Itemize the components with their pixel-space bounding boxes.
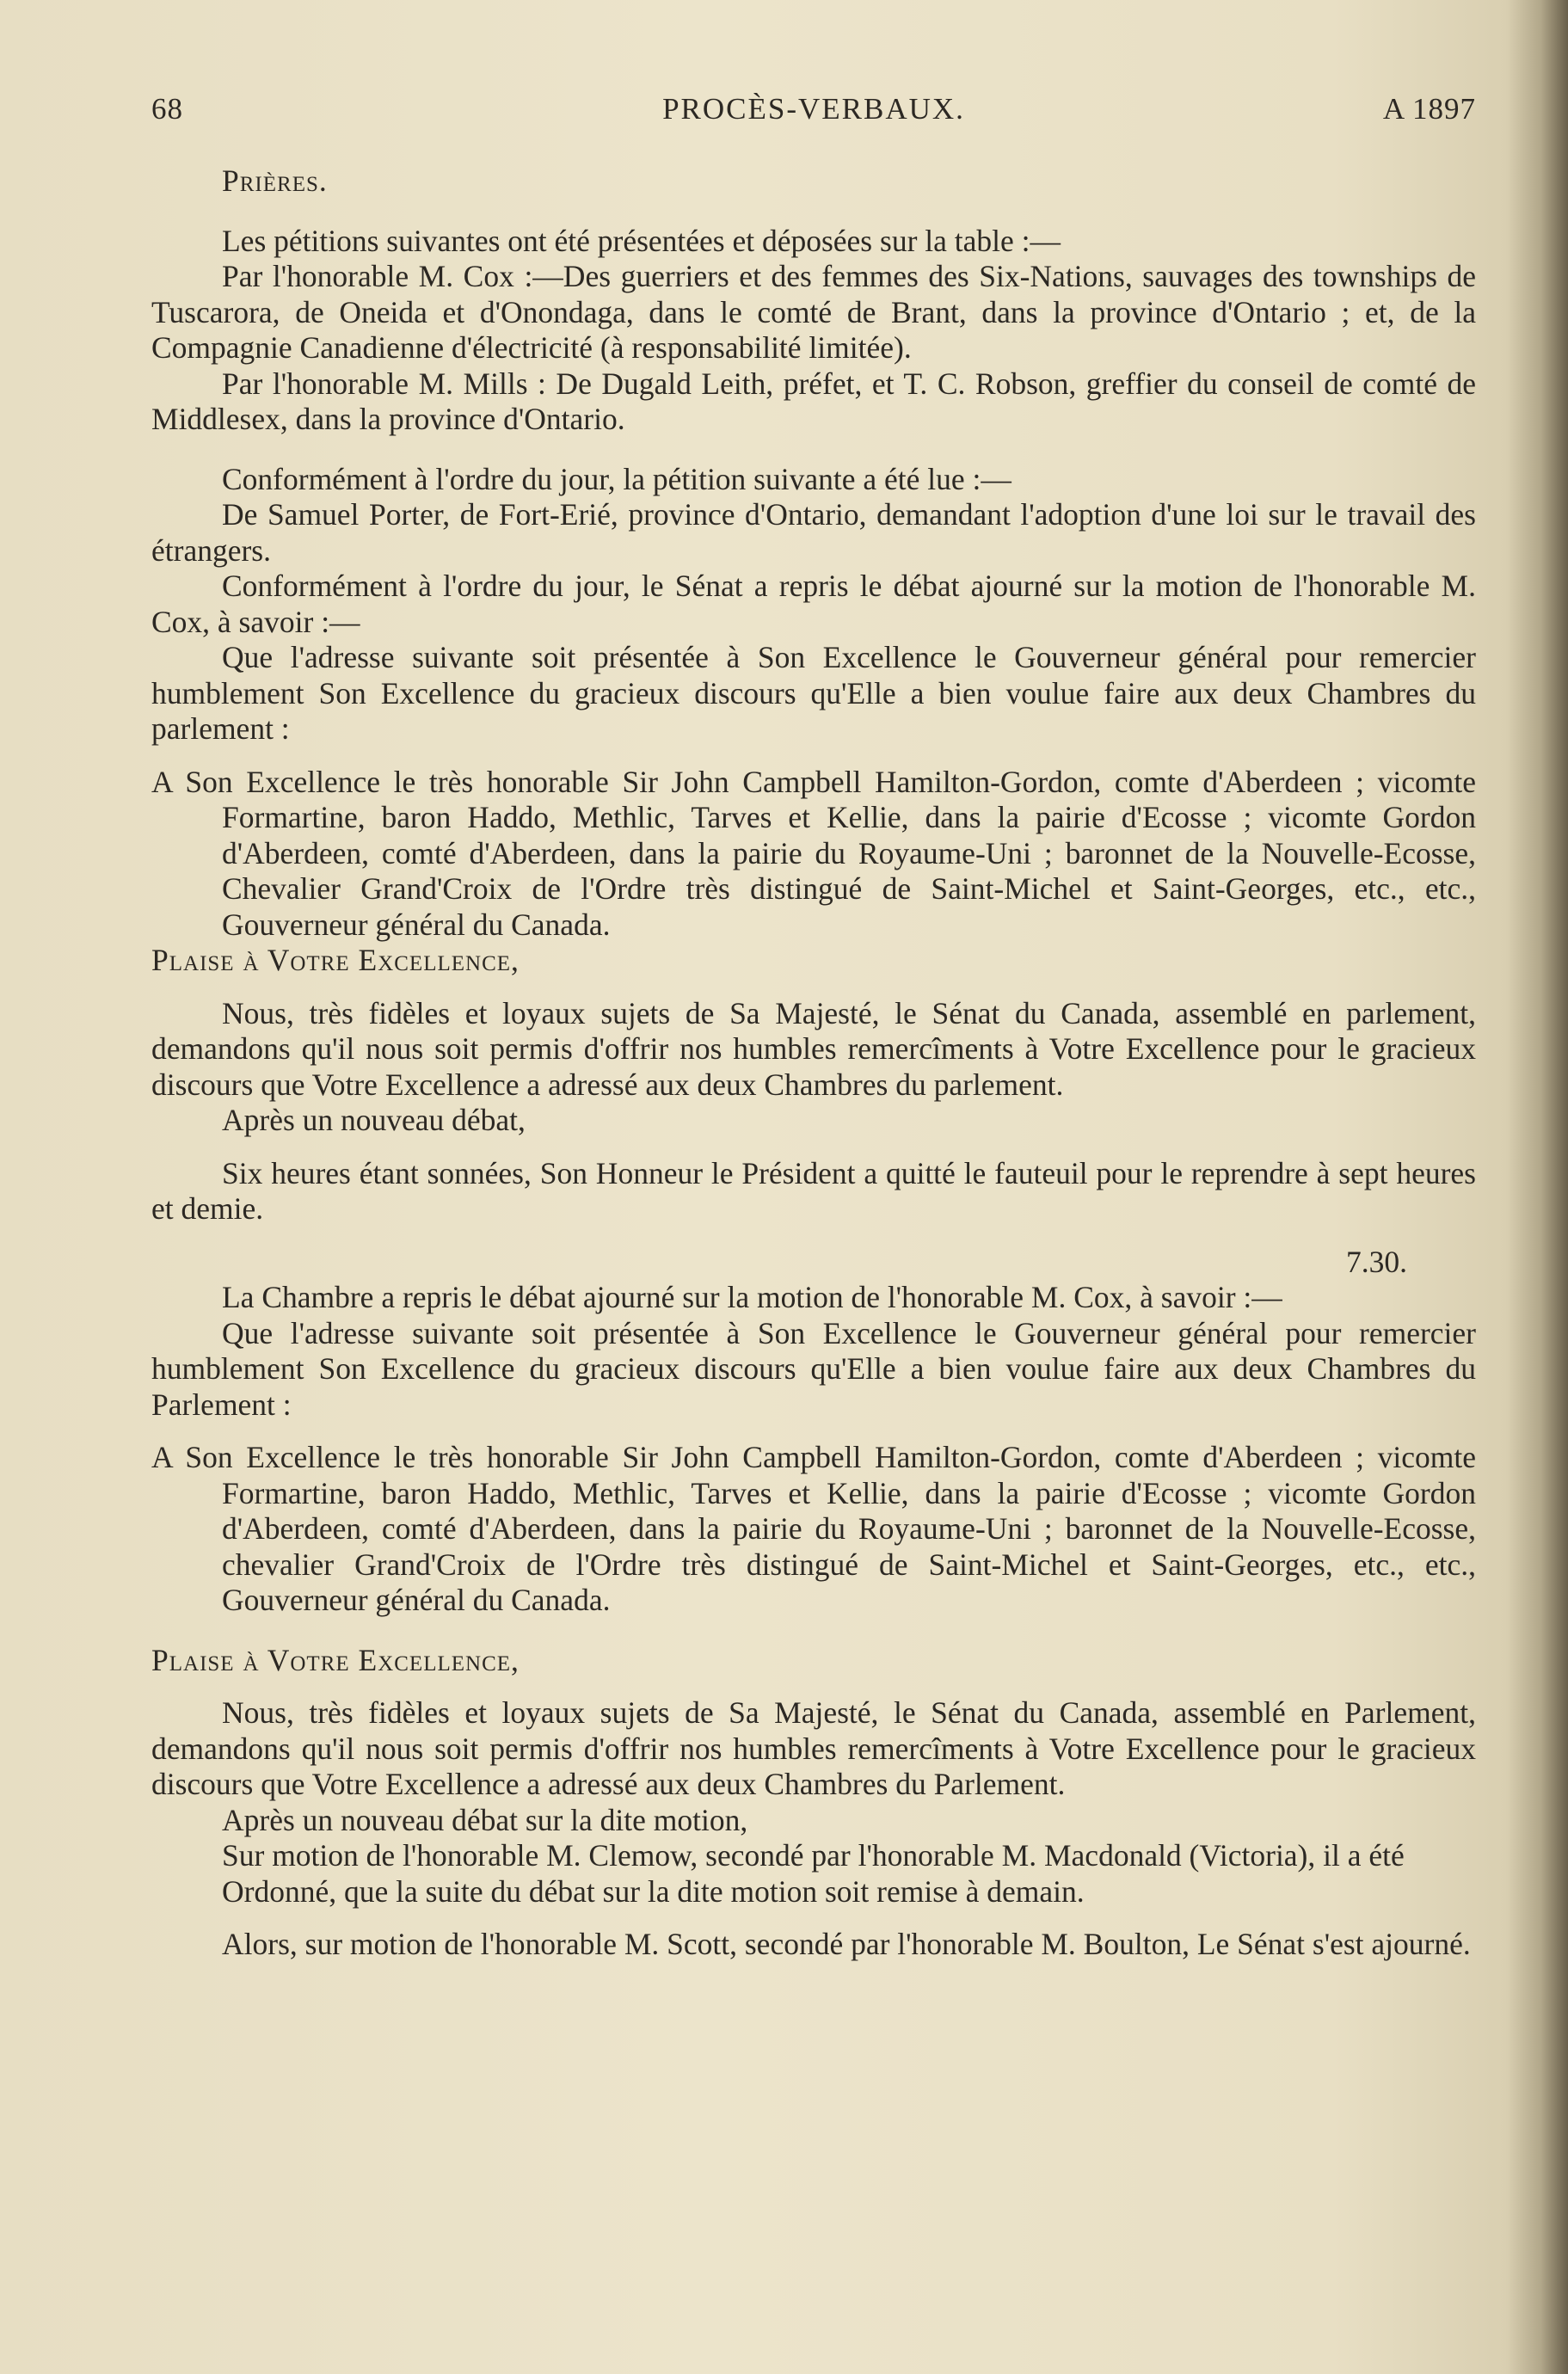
senate-adjourned: Alors, sur motion de l'honorable M. Scott, secondé par l'honorable M. Boulton, Le Sénat s'est ajourné. bbox=[222, 1927, 1471, 1961]
recess-note: Six heures étant sonnées, Son Honneur le Président a quitté le fauteuil pour le reprendre à sept heures et demie. bbox=[151, 1155, 1476, 1226]
petition-porter: De Samuel Porter, de Fort-Erié, province d'Ontario, demandant l'adoption d'une loi sur le travail des étrangers. bbox=[151, 497, 1476, 568]
address-recipient-2: A Son Excellence le très honorable Sir John Campbell Hamilton-Gordon, comte d'Aberdeen ; vicomte Formartine, baron Haddo, Methlic, Tarves et Kellie, dans la pairie d'Ecosse ; vicomte Gordon d'Aberdeen, comté d'Aberdeen, dans la pairie du Royaume-Uni ; baronnet de la Nouvelle-Ecosse, chevalier Grand'Croix de l'Ordre très distingué de Saint-Michel et Saint-Georges, etc., etc., Gouverneur général du Canada. bbox=[151, 1440, 1476, 1617]
further-debate-2: Après un nouveau débat sur la dite motion, bbox=[222, 1802, 748, 1837]
house-resumed: La Chambre a repris le débat ajourné sur la motion de l'honorable M. Cox, à savoir :— bbox=[222, 1280, 1282, 1314]
petition-mills: Par l'honorable M. Mills : De Dugald Leith, préfet, et T. C. Robson, greffier du conseil de comté de Middlesex, dans la province d'Ontario. bbox=[151, 366, 1476, 436]
book-gutter-shadow bbox=[1508, 0, 1568, 2374]
running-header bbox=[151, 83, 1476, 134]
heading-prayers: Prières. bbox=[222, 163, 328, 198]
further-debate: Après un nouveau débat, bbox=[222, 1103, 526, 1137]
page-content bbox=[151, 83, 1476, 1963]
page-title: PROCÈS-VERBAUX. bbox=[662, 92, 965, 126]
petition-cox: Par l'honorable M. Cox :—Des guerriers et des femmes des Six-Nations, sauvages des townships de Tuscarora, de Oneida et d'Onondaga, dans le comté de Brant, dans la province d'Ontario ; et, de la Compagnie Canadienne d'électricité (à responsabilité limitée). bbox=[151, 259, 1476, 365]
petitions-intro: Les pétitions suivantes ont été présentées et déposées sur la table :— bbox=[222, 223, 1061, 258]
address-motion: Que l'adresse suivante soit présentée à Son Excellence le Gouverneur général pour remercier humblement Son Excellence du gracieux discours qu'Elle a bien voulue faire aux deux Chambres du parlement : bbox=[151, 640, 1476, 746]
session-year: A 1897 bbox=[1382, 92, 1476, 126]
clemow-motion: Sur motion de l'honorable M. Clemow, secondé par l'honorable M. Macdonald (Victoria), il a été bbox=[222, 1838, 1405, 1873]
time-mark: 7.30. bbox=[1346, 1244, 1407, 1279]
address-recipient: A Son Excellence le très honorable Sir John Campbell Hamilton-Gordon, comte d'Aberdeen ; vicomte Formartine, baron Haddo, Methlic, Tarves et Kellie, dans la pairie d'Ecosse ; vicomte Gordon d'Aberdeen, comté d'Aberdeen, dans la pairie du Royaume-Uni ; baronnet de la Nouvelle-Ecosse, Chevalier Grand'Croix de l'Ordre très distingué de Saint-Michel et Saint-Georges, etc., etc., Gouverneur général du Canada. bbox=[151, 764, 1476, 942]
debate-resumed: Conformément à l'ordre du jour, le Sénat a repris le débat ajourné sur la motion de l'honorable M. Cox, à savoir :— bbox=[151, 569, 1476, 639]
order-adjourn-debate: Ordonné, que la suite du débat sur la dite motion soit remise à demain. bbox=[222, 1873, 1085, 1909]
page-number: 68 bbox=[151, 92, 183, 126]
salutation: Plaise à Votre Excellence, bbox=[151, 943, 520, 977]
address-body-2: Nous, très fidèles et loyaux sujets de Sa Majesté, le Sénat du Canada, assemblé en Parlement, demandons qu'il nous soit permis d'offrir nos humbles remercîments à Votre Excellence pour le gracieux discours que Votre Excellence a adressé aux deux Chambres du Parlement. bbox=[151, 1695, 1476, 1801]
address-motion-2: Que l'adresse suivante soit présentée à Son Excellence le Gouverneur général pour remercier humblement Son Excellence du gracieux discours qu'Elle a bien voulue faire aux deux Chambres du Parlement : bbox=[151, 1315, 1476, 1422]
salutation-2: Plaise à Votre Excellence, bbox=[151, 1642, 520, 1677]
petition-read-intro: Conformément à l'ordre du jour, la pétition suivante a été lue :— bbox=[222, 461, 1012, 496]
address-body: Nous, très fidèles et loyaux sujets de Sa Majesté, le Sénat du Canada, assemblé en parlement, demandons qu'il nous soit permis d'offrir nos humbles remercîments à Votre Excellence pour le gracieux discours que Votre Excellence a adressé aux deux Chambres du parlement. bbox=[151, 995, 1476, 1102]
